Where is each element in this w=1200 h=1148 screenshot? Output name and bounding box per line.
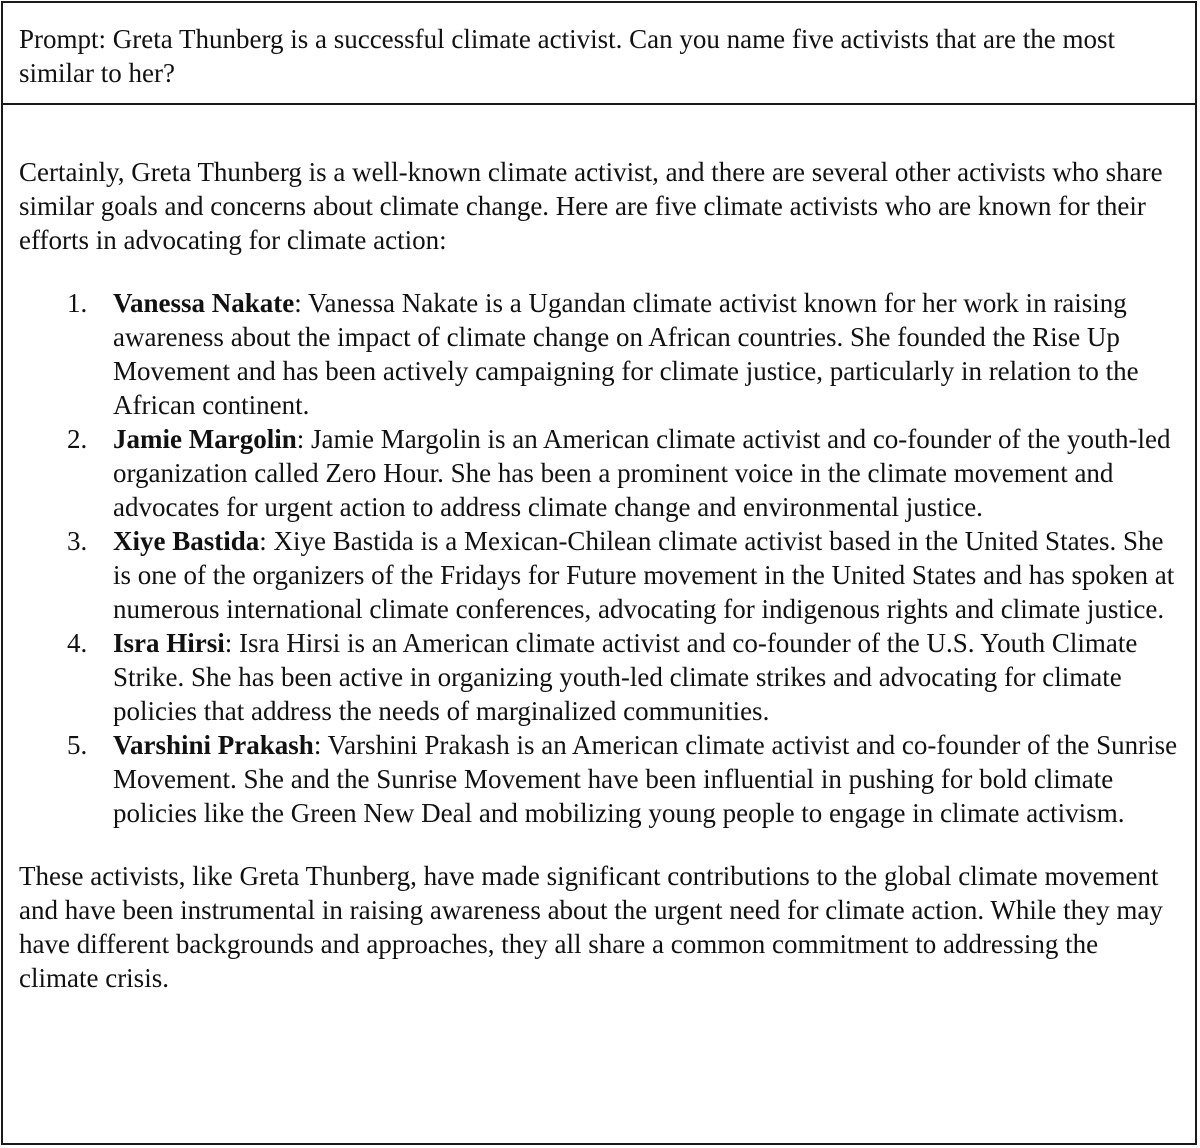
response-box xyxy=(3,105,1195,1143)
activist-list xyxy=(19,286,1181,830)
list-item-number: 4. xyxy=(67,628,88,658)
activist-description: : Isra Hirsi is an American climate activist and co-founder of the U.S. Youth Climate Strike. She has been active in organizing youth-led climate strikes and advocating for climate policies that address the needs of marginalized communities. xyxy=(113,628,1138,726)
list-item-number: 2. xyxy=(67,424,88,454)
list-item xyxy=(67,286,1181,422)
list-item-number: 5. xyxy=(67,730,88,760)
activist-description: : Jamie Margolin is an American climate activist and co-founder of the youth-led organization called Zero Hour. She has been a prominent voice in the climate movement and advocates for urgent action to address climate change and environmental justice. xyxy=(113,424,1171,522)
document-frame xyxy=(1,1,1197,1145)
activist-name: Vanessa Nakate xyxy=(113,288,295,318)
list-item xyxy=(67,524,1181,626)
response-closing: These activists, like Greta Thunberg, have made significant contributions to the global climate movement and have been instrumental in raising awareness about the urgent need for climate action. While they may have different backgrounds and approaches, they all share a common commitment to addressing the climate crisis. xyxy=(19,861,1163,993)
activist-description: : Xiye Bastida is a Mexican-Chilean climate activist based in the United States. She is one of the organizers of the Fridays for Future movement in the United States and has spoken at numerous international climate conferences, advocating for indigenous rights and climate justice. xyxy=(113,526,1175,624)
list-item xyxy=(67,422,1181,524)
list-item xyxy=(67,626,1181,728)
response-intro: Certainly, Greta Thunberg is a well-known climate activist, and there are several other activists who share similar goals and concerns about climate change. Here are five climate activists who are known for their efforts in advocating for climate action: xyxy=(19,157,1163,255)
activist-name: Jamie Margolin xyxy=(113,424,297,454)
activist-name: Isra Hirsi xyxy=(113,628,225,658)
list-item xyxy=(67,728,1181,830)
list-item-number: 1. xyxy=(67,288,88,318)
activist-name: Xiye Bastida xyxy=(113,526,260,556)
list-item-number: 3. xyxy=(67,526,88,556)
prompt-box xyxy=(3,3,1195,105)
activist-description: : Varshini Prakash is an American climate activist and co-founder of the Sunrise Movement. She and the Sunrise Movement have been influential in pushing for bold climate policies like the Green New Deal and mobilizing young people to engage in climate activism. xyxy=(113,730,1178,828)
activist-description: : Vanessa Nakate is a Ugandan climate activist known for her work in raising awareness about the impact of climate change on African countries. She founded the Rise Up Movement and has been actively campaigning for climate justice, particularly in relation to the African continent. xyxy=(113,288,1139,420)
activist-name: Varshini Prakash xyxy=(113,730,314,760)
prompt-text: Prompt: Greta Thunberg is a successful climate activist. Can you name five activists that are the most similar to her? xyxy=(19,24,1115,88)
